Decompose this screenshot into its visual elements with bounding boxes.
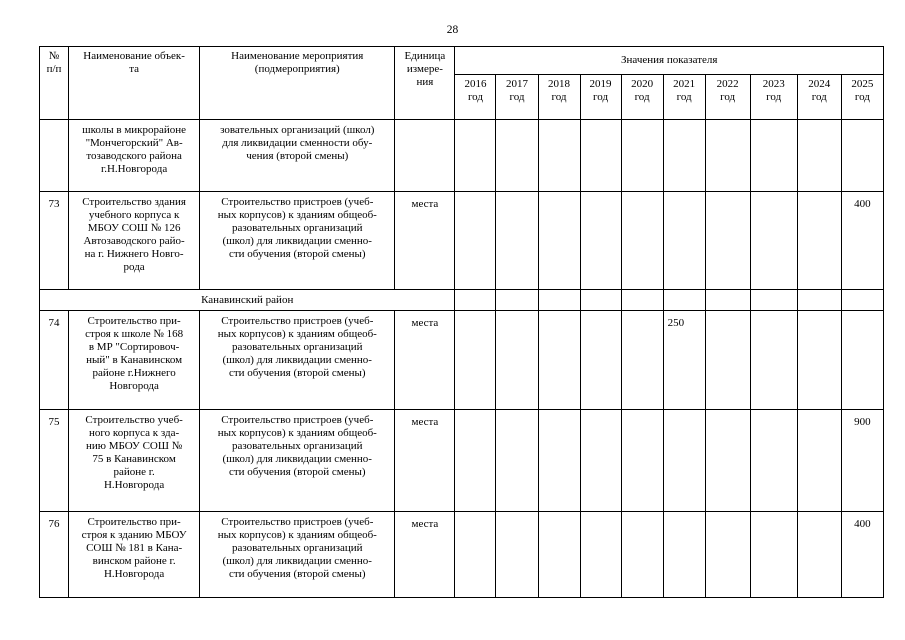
row-value [841,311,883,410]
row-value [663,120,705,192]
row-value [580,192,621,290]
header-year: 2025 год [841,74,883,119]
row-value [496,192,538,290]
table-row [40,410,884,512]
table-row [40,512,884,598]
row-event: Строительство пристроев (учеб- ных корпусов) к зданиям общеоб- разовательных организаций (школ) для ликвидации сменно- сти обучения (второй смены) [200,512,395,598]
header-year: 2018 год [538,74,580,119]
row-value [621,120,663,192]
row-value [797,192,841,290]
row-value [538,512,580,598]
row-value [797,120,841,192]
row-value [496,512,538,598]
header-year: 2016 год [455,74,496,119]
row-value: 250 [663,311,705,410]
row-object: Строительство при- строя к школе № 168 в МР "Сортировоч- ный" в Канавинском районе г.Нижнего Новгорода [69,311,200,410]
row-unit: места [395,311,455,410]
row-value [580,120,621,192]
row-unit [395,120,455,192]
district-name: Канавинский район [40,290,455,311]
row-value [841,120,883,192]
table-row [40,311,884,410]
row-value [663,192,705,290]
row-event: Строительство пристроев (учеб- ных корпусов) к зданиям общеоб- разовательных организаций (школ) для ликвидации сменно- сти обучения (второй смены) [200,311,395,410]
row-value [621,192,663,290]
row-value [621,512,663,598]
header-unit: Единица измере- ния [395,47,455,120]
row-value [705,311,750,410]
row-value [455,311,496,410]
row-value [750,120,797,192]
row-value [750,410,797,512]
header-year: 2019 год [580,74,621,119]
indicator-table [39,46,884,598]
row-value [750,311,797,410]
row-value [663,512,705,598]
row-num [40,120,69,192]
row-value [705,410,750,512]
header-values: Значения показателя [455,47,884,75]
row-num: 73 [40,192,69,290]
row-value [538,120,580,192]
row-value [455,512,496,598]
row-value [663,410,705,512]
district-row [40,290,884,311]
row-object: Строительство учеб- ного корпуса к зда- нию МБОУ СОШ № 75 в Канавинском районе г. Н.Новгорода [69,410,200,512]
row-value [455,192,496,290]
row-value [621,311,663,410]
row-value [750,192,797,290]
row-value [538,410,580,512]
header-num: № п/п [40,47,69,120]
row-value [621,410,663,512]
row-object: школы в микрорайоне "Мончегорский" Ав- тозаводского района г.Н.Новгорода [69,120,200,192]
header-object: Наименование объек- та [69,47,200,120]
table-row [40,192,884,290]
header-year: 2017 год [496,74,538,119]
row-value: 900 [841,410,883,512]
row-value [705,512,750,598]
row-object: Строительство здания учебного корпуса к МБОУ СОШ № 126 Автозаводского райо- на г. Нижнего Новго- рода [69,192,200,290]
row-event: Строительство пристроев (учеб- ных корпусов) к зданиям общеоб- разовательных организаций (школ) для ликвидации сменно- сти обучения (второй смены) [200,410,395,512]
header-year: 2023 год [750,74,797,119]
row-value [455,120,496,192]
row-value [797,311,841,410]
row-value [496,120,538,192]
row-value [580,410,621,512]
header-year: 2020 год [621,74,663,119]
page-number: 28 [446,24,459,36]
row-num: 76 [40,512,69,598]
row-event: Строительство пристроев (учеб- ных корпусов) к зданиям общеоб- разовательных организаций (школ) для ликвидации сменно- сти обучения (второй смены) [200,192,395,290]
row-unit: места [395,410,455,512]
header-year: 2024 год [797,74,841,119]
row-value [705,192,750,290]
row-value [797,512,841,598]
row-value: 400 [841,512,883,598]
row-unit: места [395,192,455,290]
header-year: 2022 год [705,74,750,119]
row-value [455,410,496,512]
row-value [580,512,621,598]
header-year: 2021 год [663,74,705,119]
table-row [40,120,884,192]
row-unit: места [395,512,455,598]
row-value [496,311,538,410]
row-num: 74 [40,311,69,410]
row-event: зовательных организаций (школ) для ликвидации сменности обу- чения (второй смены) [200,120,395,192]
row-value [496,410,538,512]
header-event: Наименование мероприятия (подмероприятия) [200,47,395,120]
row-value [538,192,580,290]
row-value [580,311,621,410]
row-value [538,311,580,410]
row-value [705,120,750,192]
row-value: 400 [841,192,883,290]
row-num: 75 [40,410,69,512]
row-object: Строительство при- строя к зданию МБОУ СОШ № 181 в Кана- винском районе г. Н.Новгорода [69,512,200,598]
row-value [750,512,797,598]
row-value [797,410,841,512]
